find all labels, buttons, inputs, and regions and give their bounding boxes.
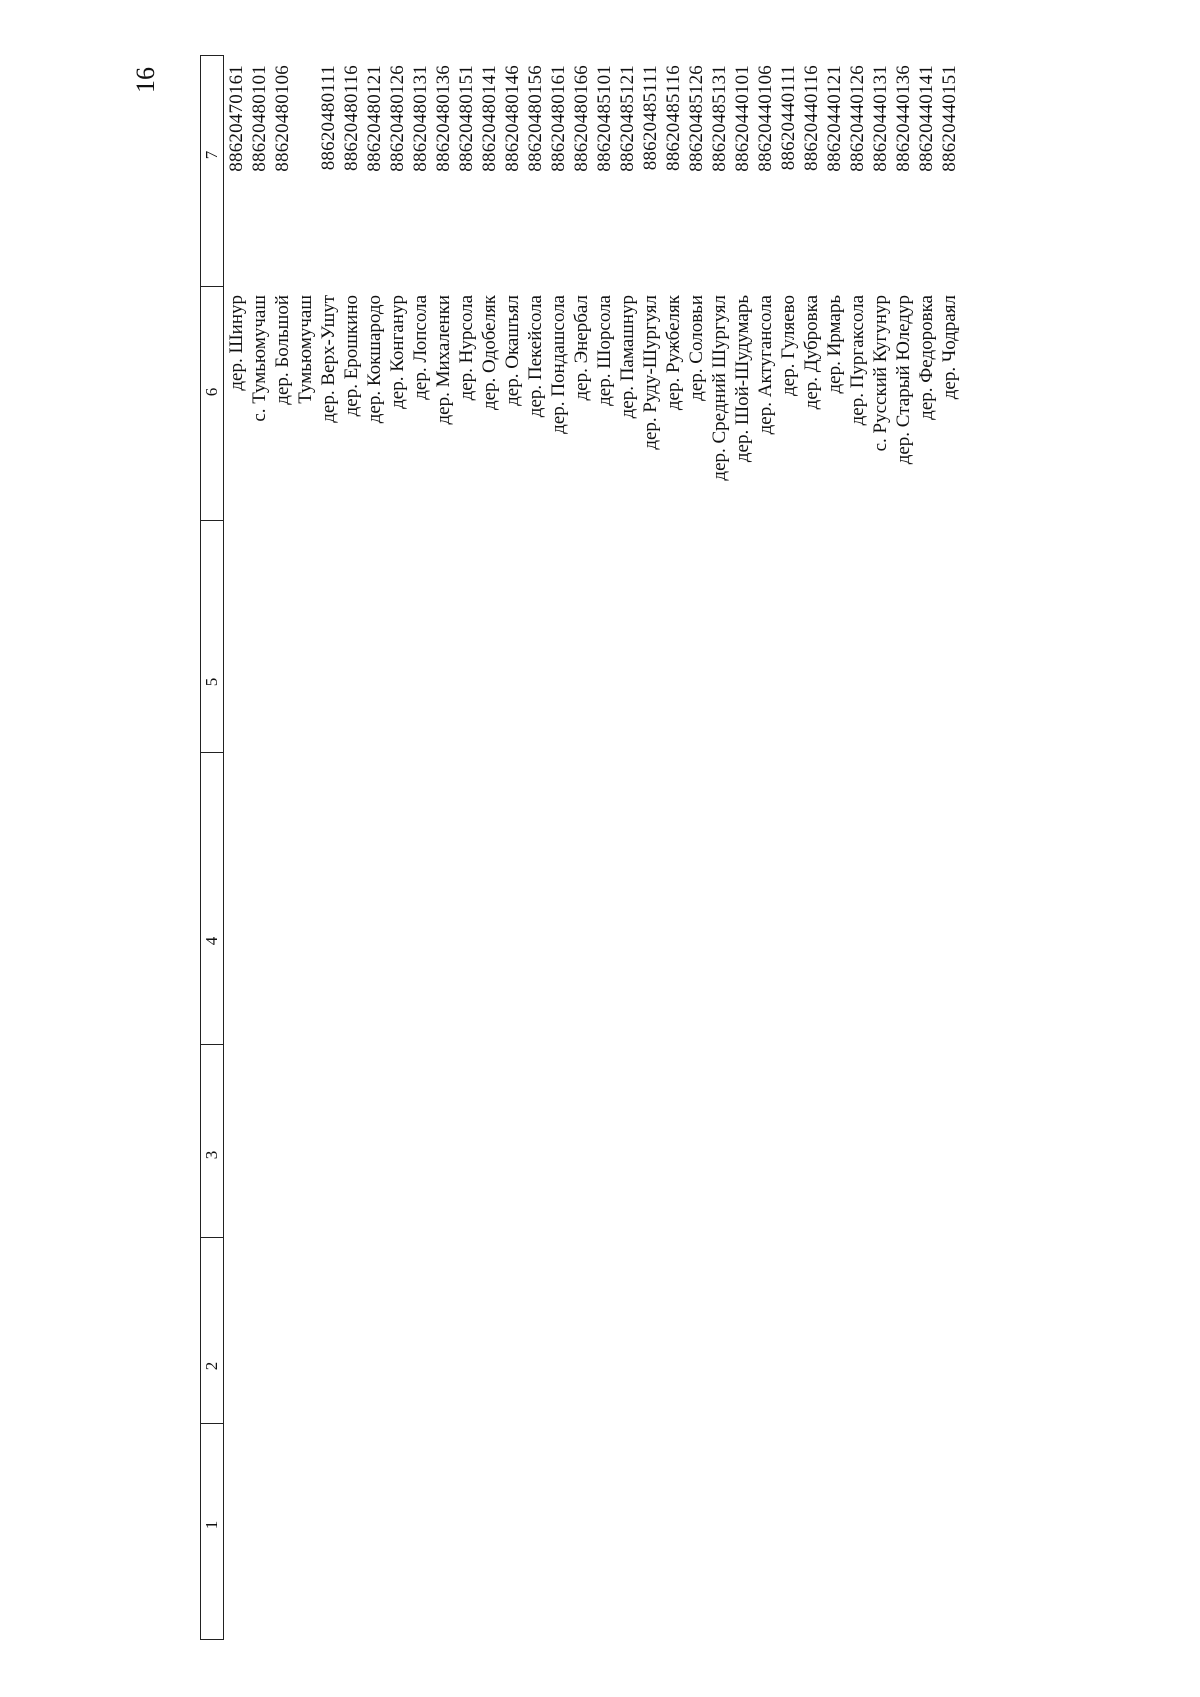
settlement-name: дер. Нурсола — [456, 295, 477, 401]
settlement-name: дер. Чодраял — [939, 295, 960, 400]
oktmo-code: 88620480126 — [387, 65, 408, 172]
settlement-name: дер. Окашъял — [502, 295, 523, 406]
column-header-2: 2 — [202, 1361, 221, 1371]
settlement-name: дер. Ирмарь — [824, 295, 845, 394]
column-divider — [200, 55, 224, 56]
oktmo-code: 88620480116 — [341, 65, 362, 171]
settlement-name: дер. Конганур — [387, 295, 408, 409]
oktmo-code: 88620480151 — [456, 65, 477, 172]
oktmo-code: 88620440151 — [939, 65, 960, 172]
table-header-bottom-border — [223, 55, 224, 1640]
settlement-name: дер. Памашнур — [617, 295, 638, 419]
oktmo-code: 88620440101 — [732, 65, 753, 172]
settlement-name: дер. Федоровка — [916, 295, 937, 420]
oktmo-code: 88620480111 — [318, 65, 339, 171]
column-header-3: 3 — [202, 1150, 221, 1160]
oktmo-code: 88620485126 — [686, 65, 707, 172]
oktmo-code: 88620485131 — [709, 65, 730, 172]
oktmo-code: 88620480146 — [502, 65, 523, 172]
settlement-name: дер. Пондашсола — [548, 295, 569, 434]
settlement-name: дер. Пекейсола — [525, 295, 546, 418]
settlement-name: дер. Лопсола — [410, 295, 431, 400]
settlement-name: дер. Большой — [272, 295, 293, 405]
oktmo-code: 88620440121 — [824, 65, 845, 172]
column-divider — [200, 1044, 224, 1045]
oktmo-code: 88620480121 — [364, 65, 385, 172]
settlement-name: дер. Дубровка — [801, 295, 822, 410]
oktmo-code: 88620485121 — [617, 65, 638, 172]
settlement-name: дер. Актугансола — [755, 295, 776, 435]
column-divider — [200, 752, 224, 753]
oktmo-code: 88620480106 — [272, 65, 293, 172]
rotated-table — [200, 55, 1000, 1640]
column-divider — [200, 286, 224, 287]
column-header-6: 6 — [202, 387, 221, 397]
oktmo-code: 88620440116 — [801, 65, 822, 171]
column-header-1: 1 — [202, 1520, 221, 1530]
column-divider — [200, 1639, 224, 1640]
settlement-name: дер. Ружбеляк — [663, 295, 684, 411]
table-header-top-border — [200, 55, 201, 1640]
column-divider — [200, 1237, 224, 1238]
oktmo-code: 88620440141 — [916, 65, 937, 172]
column-header-5: 5 — [202, 677, 221, 687]
settlement-name: дер. Старый Юледур — [893, 295, 914, 465]
oktmo-code: 88620440106 — [755, 65, 776, 172]
oktmo-code: 88620480141 — [479, 65, 500, 172]
settlement-name: дер. Средний Шургуял — [709, 295, 730, 481]
oktmo-code: 88620440111 — [778, 65, 799, 171]
settlement-name: дер. Кокшародо — [364, 295, 385, 424]
oktmo-code: 88620485101 — [594, 65, 615, 172]
settlement-name: дер. Ерошкино — [341, 295, 362, 417]
settlement-name: Тумьюмучаш — [295, 295, 316, 404]
oktmo-code: 88620440136 — [893, 65, 914, 172]
oktmo-code: 88620485111 — [640, 65, 661, 171]
column-header-7: 7 — [202, 150, 221, 160]
oktmo-code: 88620470161 — [226, 65, 247, 172]
settlement-name: дер. Одобеляк — [479, 295, 500, 411]
settlement-name: дер. Гуляево — [778, 295, 799, 397]
settlement-name: дер. Энербал — [571, 295, 592, 401]
oktmo-code: 88620480156 — [525, 65, 546, 172]
settlement-name: с. Тумьюмучаш — [249, 295, 270, 422]
settlement-name: дер. Руду-Шургуял — [640, 295, 661, 450]
settlement-name: дер. Шинур — [226, 295, 247, 391]
settlement-name: дер. Шорсола — [594, 295, 615, 406]
settlement-name: дер. Соловьи — [686, 295, 707, 401]
column-header-4: 4 — [202, 936, 221, 946]
page-number: 16 — [131, 67, 160, 93]
settlement-name: дер. Верх-Ушут — [318, 295, 339, 423]
oktmo-code: 88620440131 — [870, 65, 891, 172]
column-divider — [200, 1423, 224, 1424]
oktmo-code: 88620480136 — [433, 65, 454, 172]
settlement-name: дер. Шой-Шудумарь — [732, 295, 753, 463]
oktmo-code: 88620440126 — [847, 65, 868, 172]
oktmo-code: 88620480161 — [548, 65, 569, 172]
settlement-name: дер. Пургаксола — [847, 295, 868, 426]
column-divider — [200, 520, 224, 521]
settlement-name: с. Русский Кугунур — [870, 295, 891, 452]
oktmo-code: 88620480101 — [249, 65, 270, 172]
settlement-name: дер. Михаленки — [433, 295, 454, 425]
oktmo-code: 88620485116 — [663, 65, 684, 171]
oktmo-code: 88620480131 — [410, 65, 431, 172]
oktmo-code: 88620480166 — [571, 65, 592, 172]
